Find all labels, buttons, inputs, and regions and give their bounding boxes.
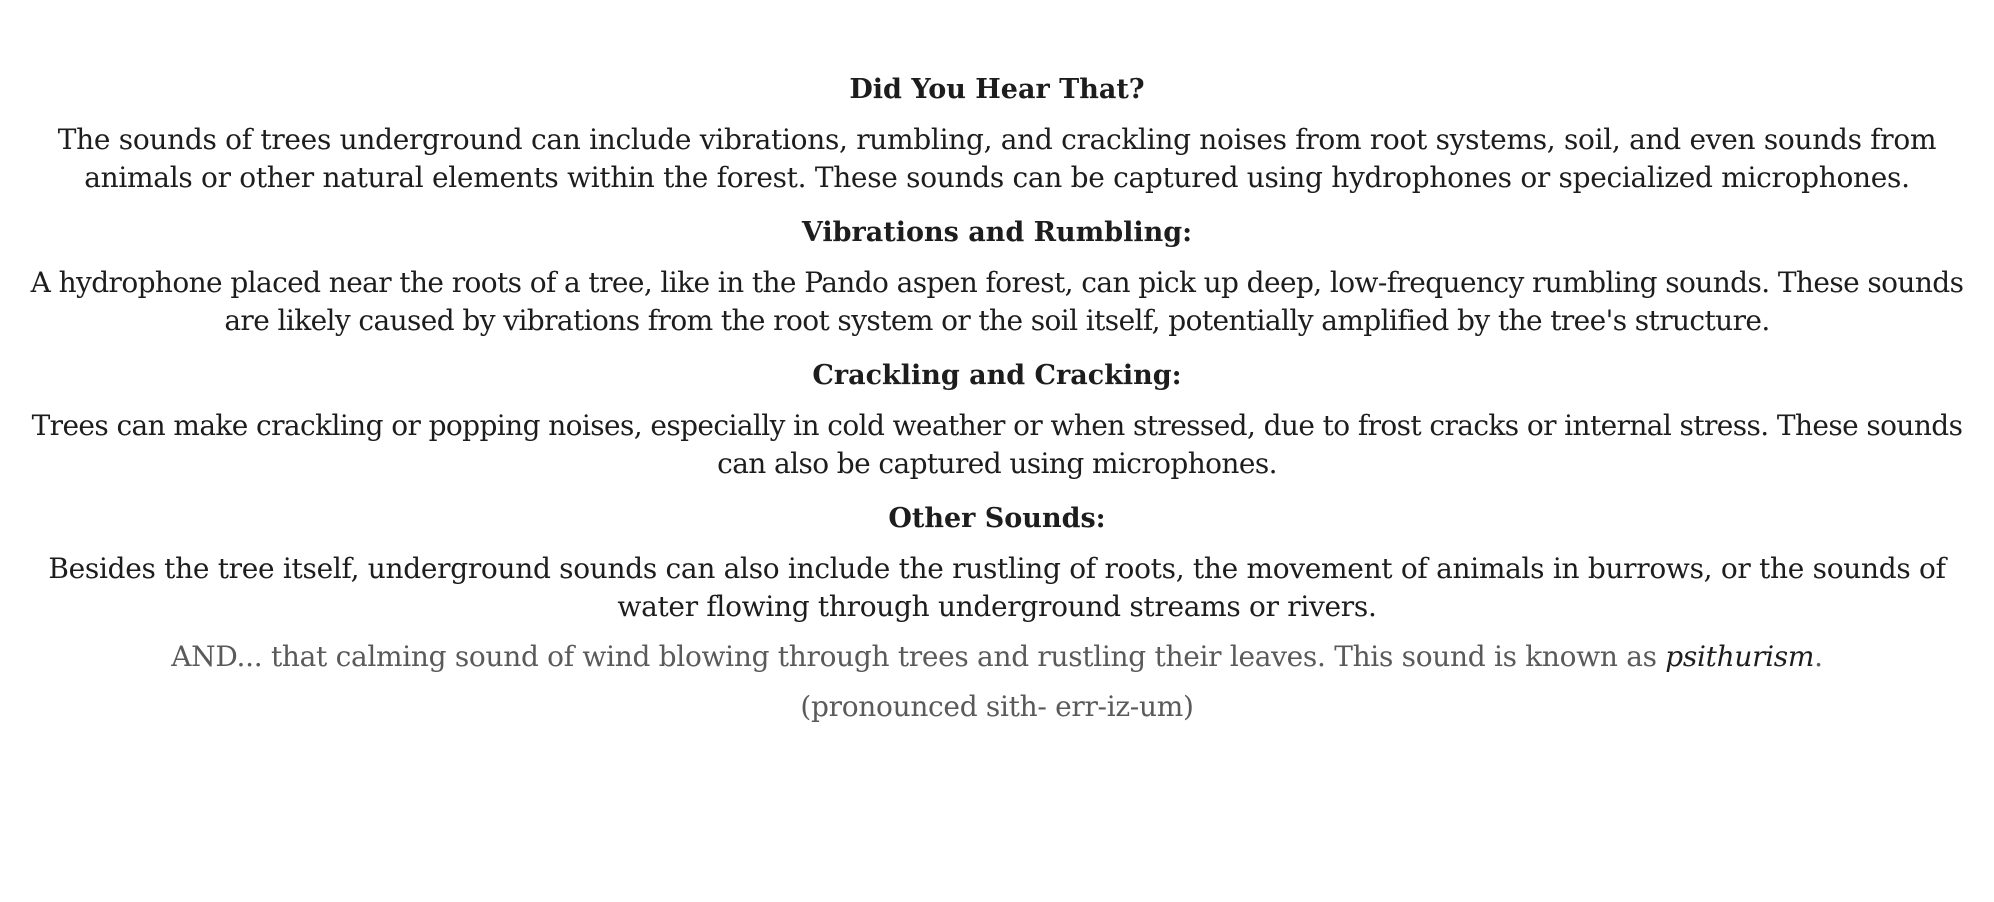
section-heading-other-sounds: Other Sounds: xyxy=(888,503,1106,534)
section-heading-vibrations: Vibrations and Rumbling: xyxy=(801,217,1193,248)
section-heading-crackling: Crackling and Cracking: xyxy=(812,360,1182,391)
closing-text: AND... that calming sound of wind blowing through trees and rustling their leaves. This sound is known as xyxy=(171,640,1666,673)
article-title: Did You Hear That? xyxy=(849,74,1145,105)
pronunciation-note: (pronounced sith- err-iz-um) xyxy=(800,690,1194,723)
closing-end: . xyxy=(1814,640,1823,673)
section-body-crackling: Trees can make crackling or popping noises, especially in cold weather or when stressed, due to frost cracks or internal stress. These sounds can also be captured using microphones. xyxy=(31,409,1963,480)
section-body-vibrations: A hydrophone placed near the roots of a tree, like in the Pando aspen forest, can pick up deep, low-frequency rumbling sounds. These sounds are likely caused by vibrations from the root system or the soil itself, potentially amplified by the tree's structure. xyxy=(30,266,1964,337)
intro-paragraph: The sounds of trees underground can include vibrations, rumbling, and crackling noises from root systems, soil, and even sounds from animals or other natural elements within the forest. These sounds can be captured using hydrophones or specialized microphones. xyxy=(57,123,1937,194)
section-body-other-sounds: Besides the tree itself, underground sounds can also include the rustling of roots, the movement of animals in burrows, or the sounds of water flowing through underground streams or rivers. xyxy=(48,552,1946,623)
psithurism-term: psithurism xyxy=(1665,640,1815,673)
closing-paragraph xyxy=(10,638,1984,676)
